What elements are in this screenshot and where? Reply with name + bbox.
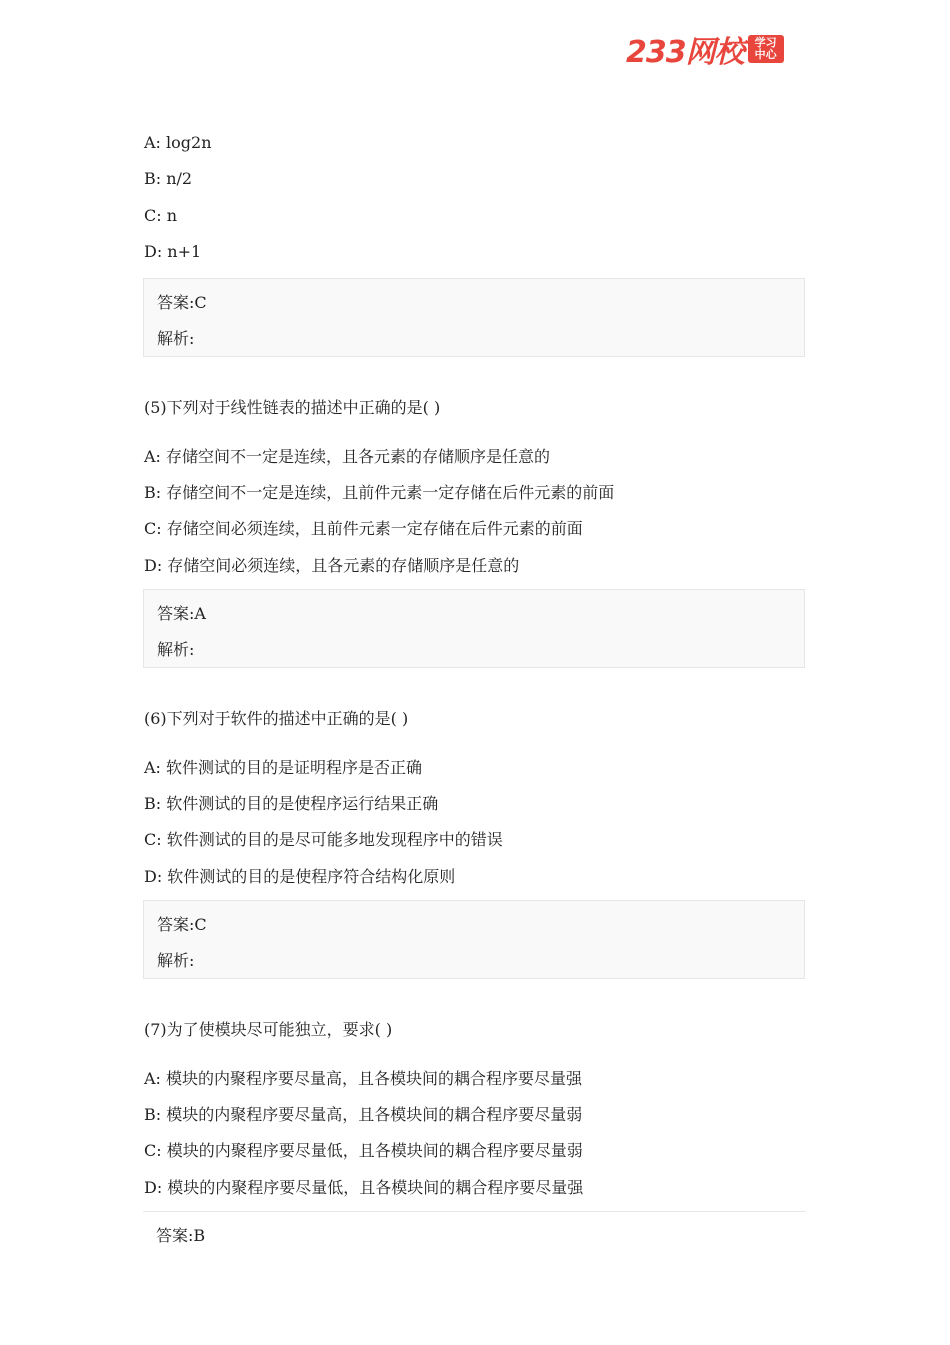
q5-answer-box (143, 589, 805, 668)
q5-option-a: A: 存储空间不一定是连续，且各元素的存储顺序是任意的 (144, 447, 551, 466)
q6-question: (6)下列对于软件的描述中正确的是( ) (144, 709, 409, 728)
q5-option-d: D: 存储空间必须连续，且各元素的存储顺序是任意的 (144, 556, 520, 575)
q7-answer: 答案:B (156, 1226, 206, 1245)
q5-option-c: C: 存储空间必须连续，且前件元素一定存储在后件元素的前面 (144, 519, 583, 538)
q7-option-c: C: 模块的内聚程序要尽量低，且各模块间的耦合程序要尽量弱 (144, 1141, 583, 1160)
logo-badge-line1: 学习 (754, 36, 777, 49)
q4-option-b: B: n/2 (144, 169, 193, 188)
q6-option-d: D: 软件测试的目的是使程序符合结构化原则 (144, 867, 456, 886)
logo-badge (748, 35, 784, 63)
q4-answer: 答案:C (157, 293, 207, 312)
q7-option-a: A: 模块的内聚程序要尽量高，且各模块间的耦合程序要尽量强 (144, 1069, 583, 1088)
q7-option-d: D: 模块的内聚程序要尽量低，且各模块间的耦合程序要尽量强 (144, 1178, 584, 1197)
logo-text: 233网校 (626, 35, 744, 70)
q7-option-b: B: 模块的内聚程序要尽量高，且各模块间的耦合程序要尽量弱 (144, 1105, 583, 1124)
q6-answer: 答案:C (157, 915, 207, 934)
q7-question: (7)为了使模块尽可能独立，要求( ) (144, 1020, 393, 1039)
q6-option-b: B: 软件测试的目的是使程序运行结果正确 (144, 794, 439, 813)
q7-answer-box (143, 1211, 806, 1272)
q6-answer-box (143, 900, 805, 979)
brand-logo (626, 32, 784, 70)
logo-badge-line2: 中心 (754, 48, 777, 61)
q6-option-a: A: 软件测试的目的是证明程序是否正确 (144, 758, 423, 777)
q5-analysis: 解析: (157, 640, 195, 659)
q6-analysis: 解析: (157, 951, 195, 970)
q5-answer: 答案:A (157, 604, 206, 623)
q5-option-b: B: 存储空间不一定是连续，且前件元素一定存储在后件元素的前面 (144, 483, 615, 502)
q4-option-c: C: n (144, 206, 178, 225)
q4-analysis: 解析: (157, 329, 195, 348)
q6-option-c: C: 软件测试的目的是尽可能多地发现程序中的错误 (144, 830, 503, 849)
q4-option-a: A: log2n (144, 133, 212, 152)
q4-option-d: D: n+1 (144, 242, 202, 261)
q4-answer-box (143, 278, 805, 357)
q5-question: (5)下列对于线性链表的描述中正确的是( ) (144, 398, 441, 417)
